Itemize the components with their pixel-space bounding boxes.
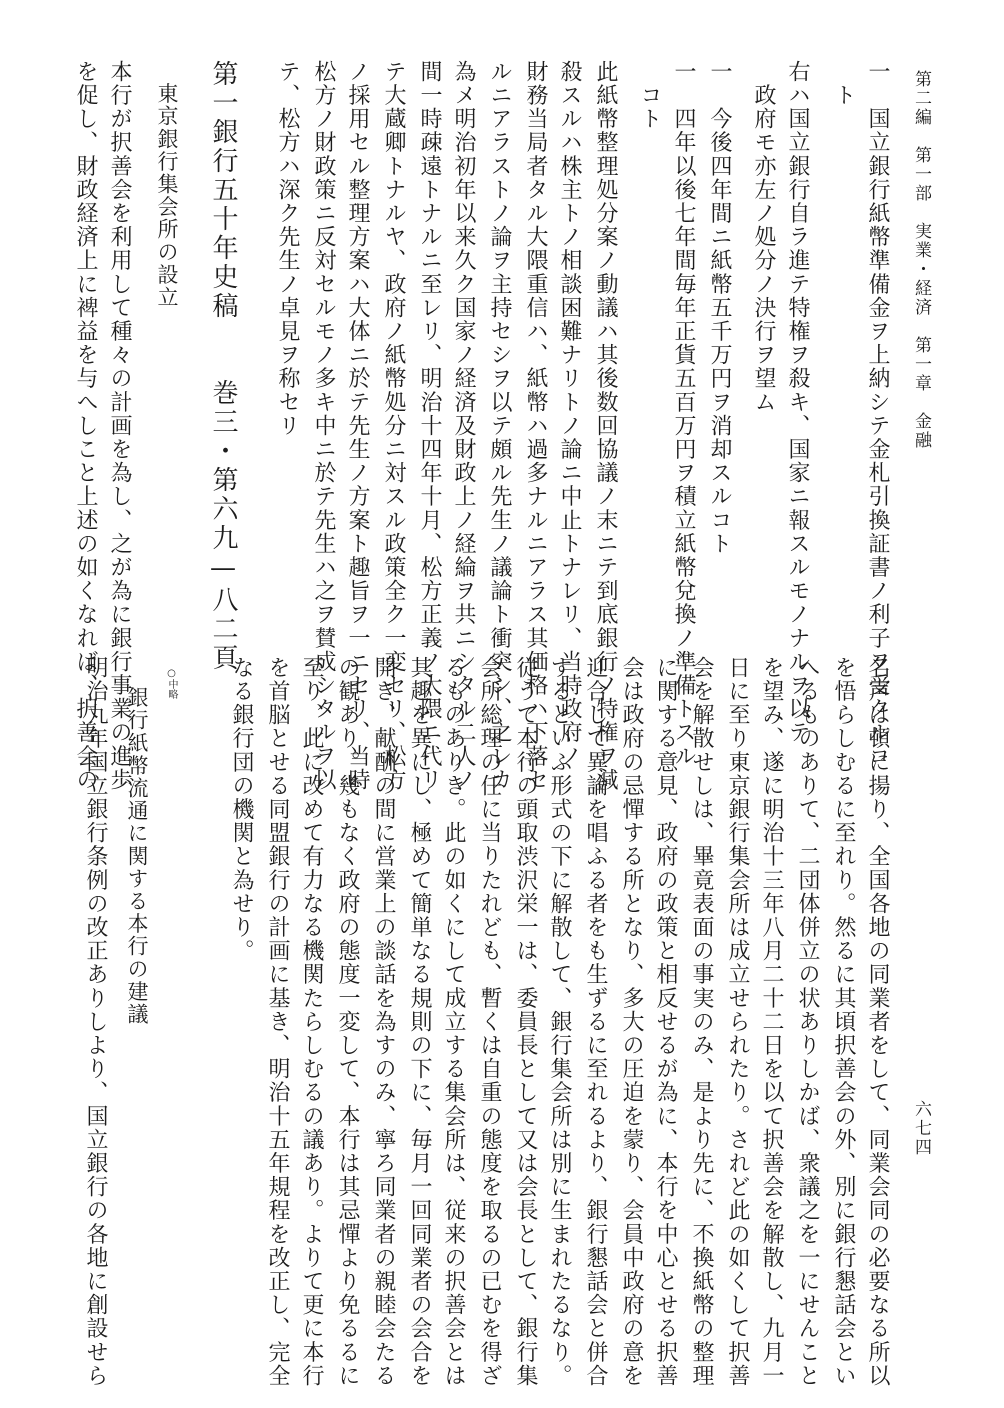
bottom-line: 至り、此に改めて有力なる機関たらしむるの議あり。よりて更に本行 (299, 656, 324, 1388)
bottom-line: を望み、遂に明治十三年八月二十二日を以て択善会を解散し、九月一 (759, 656, 784, 1388)
bottom-line: の観あり。幾もなく政府の態度一変して、本行は其忌憚より免るるに (335, 656, 360, 1388)
top-line: ノ採用セル整理方案ハ大体ニ於テ先生ノ方案ト趣旨ヲ一ニセリ、当時 (345, 60, 370, 792)
top-line: テ大蔵卿トナルヤ、政府ノ紙幣処分ニ対スル政策全ク一変セリ、松方 (381, 60, 406, 792)
bottom-line: するといふ形式の下に解散して、銀行集会所は別に生まれたるなり。 (547, 656, 572, 1388)
top-line: ト (831, 60, 856, 108)
bottom-line: 会を解散せしは、畢竟表面の事実のみ、是より先に、不換紙幣の整理 (689, 656, 714, 1388)
top-line: 財務当局者タル大隈重信ハ、紙幣ハ過多ナルニアラス其価格ハ下落セ (523, 60, 548, 792)
bottom-line: を首脳とせる同盟銀行の計画に基き、明治十五年規程を改正し、完全 (265, 656, 290, 1388)
top-line: テ、松方ハ深ク先生ノ卓見ヲ称セリ (275, 60, 300, 438)
top-line: 殺スルハ株主トノ相談困難ナリトノ論ニ中止トナレリ、当時政府ノ (557, 60, 582, 768)
bottom-line: 開き、献酬の間に営業上の談話を為すのみ、寧ろ同業者の親睦会たる (371, 656, 396, 1388)
section-heading: 東京銀行集会所の設立 (155, 60, 179, 309)
section-heading: 銀行紙幣流通に関する本行の建議 (125, 664, 149, 1026)
top-line: コト (637, 60, 662, 131)
top-line: 右ハ国立銀行自ラ進テ特権ヲ殺キ、国家ニ報スルモノナルヲ以テ (785, 60, 810, 745)
bottom-line: 会所総理の任に当りたれども、暫くは自重の態度を取るの已むを得ざ (477, 656, 502, 1388)
bottom-line: に関する意見、政府の政策と相反せるが為に、本行を中心とせる択善 (653, 656, 678, 1388)
bottom-line: なる銀行団の機関と為せり。 (229, 656, 254, 963)
bottom-line: へるものありて、二団体併立の状ありしかば、衆議之を一にせんこと (795, 656, 820, 1388)
top-line: 間一時疎遠トナルニ至レリ、明治十四年十月、松方正義ノ大隈ニ代リ (417, 60, 442, 792)
top-line: ルニアラストノ論ヲ主持セシヲ以テ頗ル先生ノ議論ト衝突シ、之レカ (487, 60, 512, 792)
top-line: を促し、財政経済上に裨益を与へしこと上述の如くなれば、択善会の (73, 60, 98, 792)
bottom-line: 会は政府の忌憚する所となり、多大の圧迫を蒙り、会員中政府の意を (619, 656, 644, 1388)
omission-mark: ○中略 (166, 668, 177, 699)
top-line: 此紙幣整理処分案ノ動議ハ其後数回協議ノ末ニテ到底銀行ノ特権ヲ減 (593, 60, 618, 792)
top-line: 一 国立銀行紙幣準備金ヲ上納シテ金札引換証書ノ利子ヲ受クルコ (865, 60, 890, 768)
bottom-line: 迎合して異論を唱ふる者をも生ずるに至れるより、銀行懇話会と併合 (583, 656, 608, 1388)
bottom-line: 従うて本行の頭取渋沢栄一は、委員長として又は会長として、銀行集 (513, 656, 538, 1388)
source-title: 第一銀行五十年史稿 巻三・第六九—八二頁 (208, 60, 238, 673)
bottom-line: 明治九年国立銀行条例の改正ありしより、国立銀行の各地に創設せら (83, 656, 108, 1388)
running-head: 第二編 第一部 実業・経済 第一章 金融 (911, 70, 931, 450)
top-line: 為メ明治初年以来久ク国家ノ経済及財政上ノ経綸ヲ共ニシタル二人ノ (451, 60, 476, 792)
bottom-line: を悟らしむるに至れり。然るに其頃択善会の外、別に銀行懇話会とい (831, 656, 856, 1388)
bottom-line: るものありき。此の如くにして成立する集会所は、従来の択善会とは (441, 656, 466, 1388)
top-line: 一 今後四年間ニ紙幣五千万円ヲ消却スルコト (707, 60, 732, 556)
top-line: 政府モ亦左ノ処分ノ決行ヲ望ム (751, 60, 776, 414)
bottom-line: 其趣を異にし、極めて簡単なる規則の下に、毎月一回同業者の会合を (407, 656, 432, 1388)
page-number: 六七四 (911, 1100, 931, 1157)
top-line: 一 四年以後七年間毎年正貨五百万円ヲ積立紙幣兌換ノ準備トスル (671, 60, 696, 768)
bottom-line: 日に至り東京銀行集会所は成立せられたり。されど此の如くして択善 (725, 656, 750, 1388)
top-line: 本行が択善会を利用して種々の計画を為し、之が為に銀行事業の進歩 (107, 60, 132, 792)
bottom-line: 名声は頓に揚り、全国各地の同業者をして、同業会同の必要なる所以 (865, 656, 890, 1388)
top-line: 松方ノ財政策ニ反対セルモノ多キ中ニ於テ先生ハ之ヲ賛成シタルヲ以 (311, 60, 336, 792)
